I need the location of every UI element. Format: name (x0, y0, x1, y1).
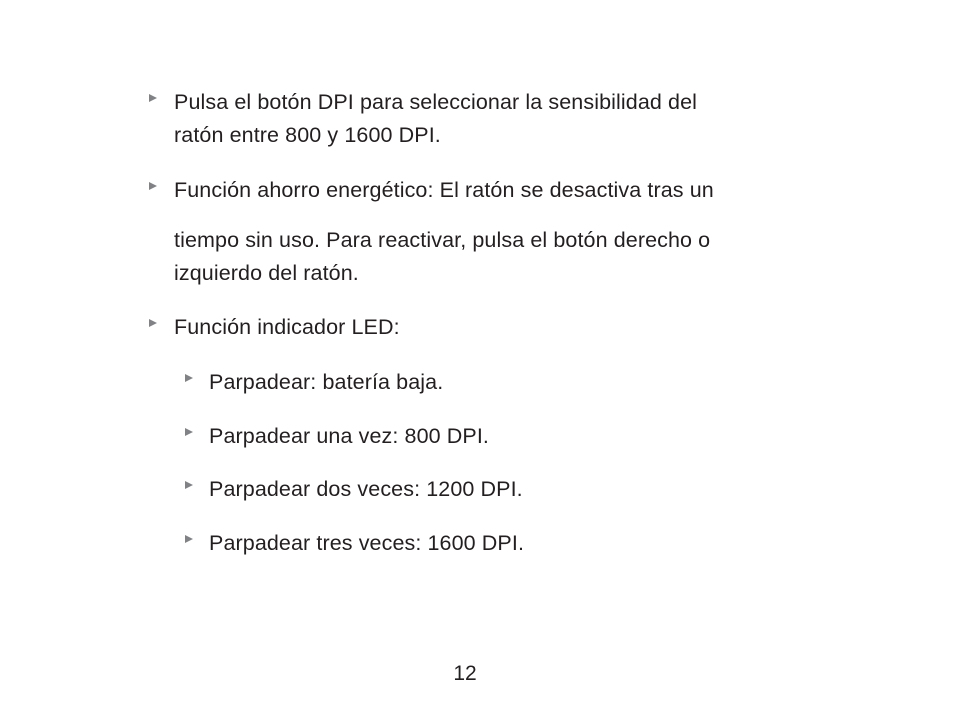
bullet-power-saving-continuation (174, 224, 710, 290)
bullet-line: Función indicador LED: (174, 315, 400, 339)
bullet-line: tiempo sin uso. Para reactivar, pulsa el botón derecho o (174, 228, 711, 252)
bullet-line: Función ahorro energético: El ratón se desactiva tras un (174, 178, 714, 202)
bullet-text (174, 174, 714, 207)
sub-bullet-low-battery (184, 366, 443, 399)
sub-bullet-blink-once (184, 420, 489, 453)
triangle-right-icon (148, 181, 158, 191)
bullet-led-indicator (148, 311, 400, 344)
sub-bullet-text: Parpadear: batería baja. (209, 370, 444, 394)
triangle-right-icon (148, 318, 158, 328)
sub-bullet-blink-twice (184, 473, 523, 506)
sub-bullet-text: Parpadear una vez: 800 DPI. (209, 424, 489, 448)
triangle-right-icon (184, 534, 194, 544)
triangle-right-icon (148, 93, 158, 103)
triangle-right-icon (184, 427, 194, 437)
triangle-right-icon (184, 480, 194, 490)
bullet-line: izquierdo del ratón. (174, 261, 359, 285)
bullet-line: Pulsa el botón DPI para seleccionar la sensibilidad del (174, 90, 698, 114)
bullet-text (174, 311, 400, 344)
bullet-line: ratón entre 800 y 1600 DPI. (174, 123, 441, 147)
triangle-right-icon (184, 373, 194, 383)
bullet-dpi-button (148, 86, 697, 152)
sub-bullet-text: Parpadear dos veces: 1200 DPI. (209, 477, 523, 501)
sub-bullet-blink-three-times (184, 527, 524, 560)
sub-bullet-text: Parpadear tres veces: 1600 DPI. (209, 531, 525, 555)
bullet-text (174, 86, 697, 152)
bullet-power-saving (148, 174, 714, 207)
page-number: 12 (453, 662, 477, 685)
